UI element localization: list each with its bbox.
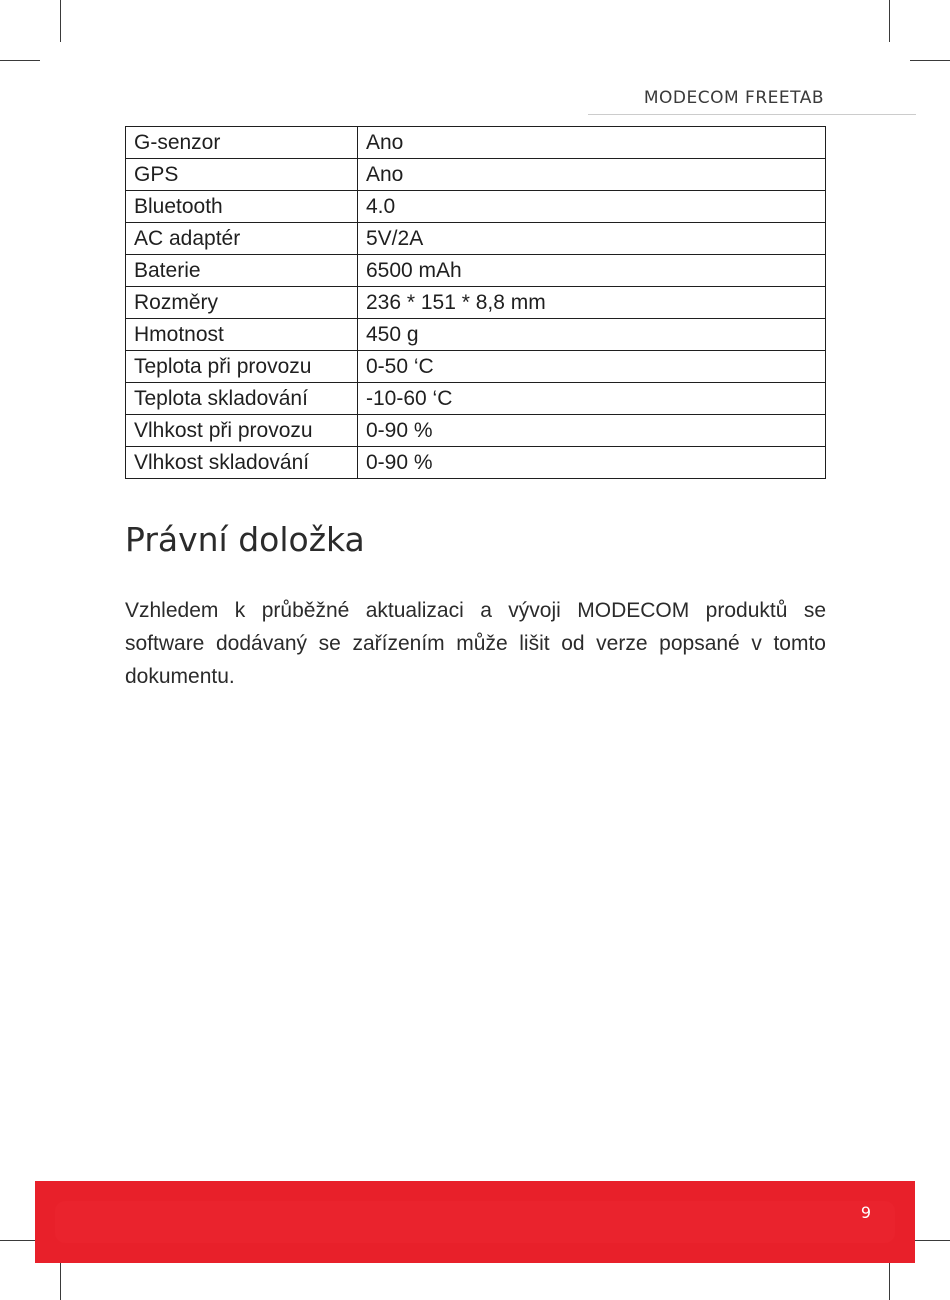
spec-label: AC adaptér bbox=[126, 223, 358, 255]
crop-mark-bottom-right-horizontal bbox=[910, 1240, 950, 1241]
table-row bbox=[126, 255, 826, 287]
spec-label: Rozměry bbox=[126, 287, 358, 319]
spec-label: Baterie bbox=[126, 255, 358, 287]
spec-label: Bluetooth bbox=[126, 191, 358, 223]
table-row bbox=[126, 351, 826, 383]
table-row bbox=[126, 415, 826, 447]
spec-label: Vlhkost při provozu bbox=[126, 415, 358, 447]
spec-value: -10-60 ‘C bbox=[358, 383, 826, 415]
spec-value: 450 g bbox=[358, 319, 826, 351]
spec-value: 0-50 ‘C bbox=[358, 351, 826, 383]
section-title: Právní doložka bbox=[125, 520, 365, 559]
spec-value: 4.0 bbox=[358, 191, 826, 223]
page-number: 9 bbox=[860, 1203, 871, 1222]
crop-mark-bottom-left-vertical bbox=[60, 1258, 61, 1300]
table-row bbox=[126, 223, 826, 255]
spec-label: GPS bbox=[126, 159, 358, 191]
legal-paragraph: Vzhledem k průběžné aktualizaci a vývoji MODECOM produktů se software dodávaný se zařízením může lišit od verze popsané v tomto dokumentu. bbox=[125, 599, 826, 688]
table-row bbox=[126, 447, 826, 479]
crop-mark-top-right-horizontal bbox=[910, 60, 950, 61]
spec-label: Vlhkost skladování bbox=[126, 447, 358, 479]
table-row bbox=[126, 319, 826, 351]
table-row bbox=[126, 383, 826, 415]
crop-mark-top-right-vertical bbox=[889, 0, 890, 42]
header-rule bbox=[588, 114, 916, 115]
spec-value: Ano bbox=[358, 127, 826, 159]
spec-value: 0-90 % bbox=[358, 415, 826, 447]
footer-bar bbox=[35, 1181, 915, 1263]
spec-value: 6500 mAh bbox=[358, 255, 826, 287]
table-row bbox=[126, 159, 826, 191]
spec-label: G-senzor bbox=[126, 127, 358, 159]
spec-table bbox=[125, 126, 826, 479]
spec-label: Hmotnost bbox=[126, 319, 358, 351]
spec-label: Teplota skladování bbox=[126, 383, 358, 415]
table-row bbox=[126, 127, 826, 159]
crop-mark-bottom-left-horizontal bbox=[0, 1240, 40, 1241]
running-header: MODECOM FREETAB bbox=[643, 88, 824, 108]
spec-value: 236 * 151 * 8,8 mm bbox=[358, 287, 826, 319]
spec-value: Ano bbox=[358, 159, 826, 191]
spec-label: Teplota při provozu bbox=[126, 351, 358, 383]
spec-value: 0-90 % bbox=[358, 447, 826, 479]
table-row bbox=[126, 287, 826, 319]
table-row bbox=[126, 191, 826, 223]
crop-mark-top-left-horizontal bbox=[0, 60, 40, 61]
footer-inner-panel bbox=[55, 1201, 895, 1243]
crop-mark-top-left-vertical bbox=[60, 0, 61, 42]
spec-value: 5V/2A bbox=[358, 223, 826, 255]
crop-mark-bottom-right-vertical bbox=[889, 1258, 890, 1300]
